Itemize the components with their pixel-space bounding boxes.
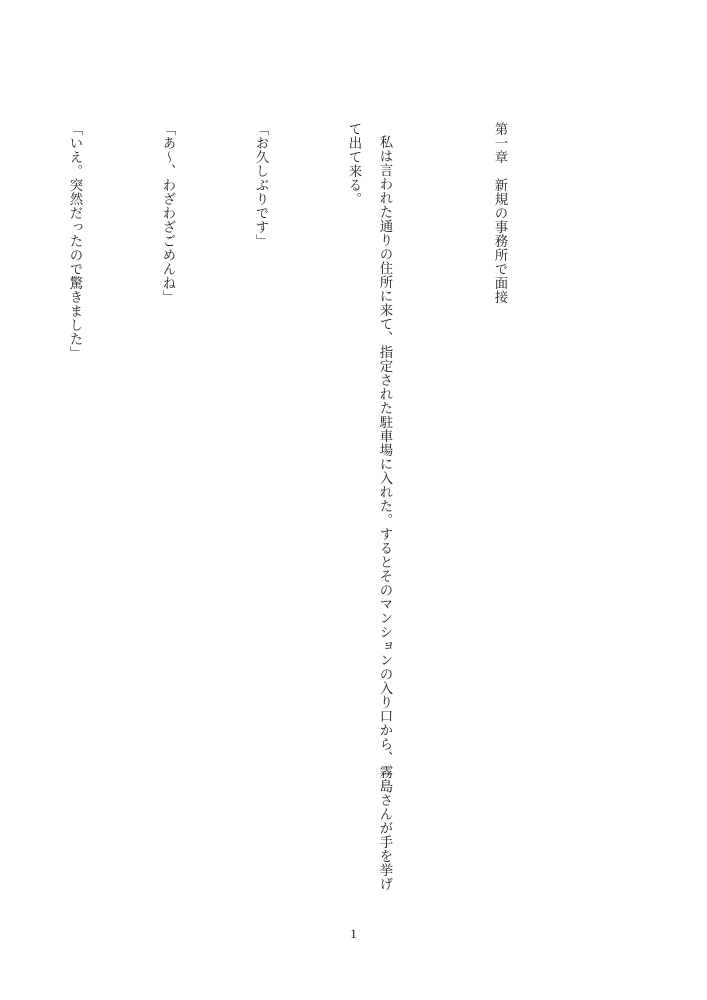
vertical-text-block — [0, 122, 577, 902]
chapter-title: 第一章 新規の事務所で面接 — [492, 122, 507, 304]
paragraph-dialogue: 「あ〜、わざわざごめんね」 — [160, 122, 175, 304]
paragraph-dialogue: 「いえ。突然だったので驚きました」 — [67, 122, 82, 360]
paragraph-dialogue: 「お久しぶりです」 — [253, 122, 268, 248]
page-number: 1 — [350, 926, 357, 941]
paragraph-narration: 私は言われた通りの住所に来て、指定された駐車場に入れた。するとそのマンションの入り口から、霧島さんが手を挙げて出て来る。 — [346, 122, 392, 892]
